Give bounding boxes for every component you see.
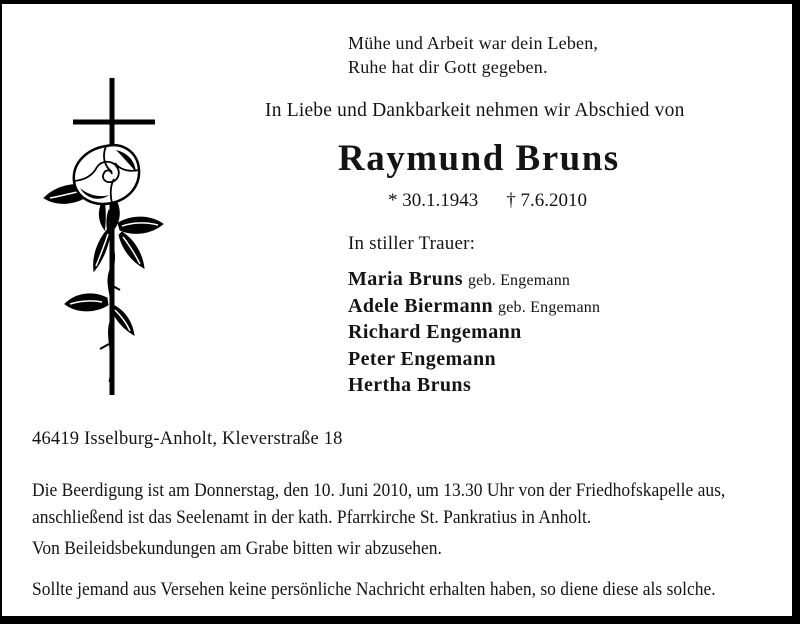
mourner-name: Peter Engemann [348,347,496,370]
mourner-item [348,347,600,374]
mourner-item [348,267,600,294]
funeral-details [32,477,725,531]
cross-rose-icon [30,60,190,400]
death-date: † 7.6.2010 [506,190,587,211]
birth-date: * 30.1.1943 [388,190,479,211]
funeral-line-2: anschließend ist das Seelenamt in der kath. Pfarrkirche St. Pankratius in Anholt. [32,507,592,528]
mourners-list [348,267,600,400]
address-line: 46419 Isselburg-Anholt, Kleverstraße 18 [32,429,343,449]
mourner-suffix: geb. Engemann [498,298,601,316]
mourner-item [348,294,600,321]
mourner-name: Hertha Bruns [348,374,472,396]
funeral-line-1: Die Beerdigung ist am Donnerstag, den 10. Juni 2010, um 13.30 Uhr von der Friedhofskapelle aus, [32,480,726,501]
verse-line-1: Mühe und Arbeit war dein Leben, [348,33,599,53]
memorial-verse [348,31,598,79]
deceased-name: Raymund Bruns [338,138,620,179]
scan-border-bottom [0,616,800,624]
scan-border-top [0,0,800,4]
mourner-name: Adele Biermann [348,294,494,317]
life-dates [388,190,587,212]
mourner-item [348,373,600,400]
farewell-intro: In Liebe und Dankbarkeit nehmen wir Abschied von [265,100,685,121]
final-note: Sollte jemand aus Versehen keine persönliche Nachricht erhalten haben, so diene diese als solche. [32,579,716,600]
mourning-label: In stiller Trauer: [348,233,476,254]
scan-border-right [792,0,800,624]
mourner-item [348,320,600,347]
verse-line-2: Ruhe hat dir Gott gegeben. [348,57,548,77]
condolence-note: Von Beileidsbekundungen am Grabe bitten wir abzusehen. [32,538,442,559]
scan-border-left [0,0,2,624]
mourner-name: Richard Engemann [348,321,522,343]
mourner-suffix: geb. Engemann [467,272,571,289]
mourner-name: Maria Bruns [348,268,463,290]
